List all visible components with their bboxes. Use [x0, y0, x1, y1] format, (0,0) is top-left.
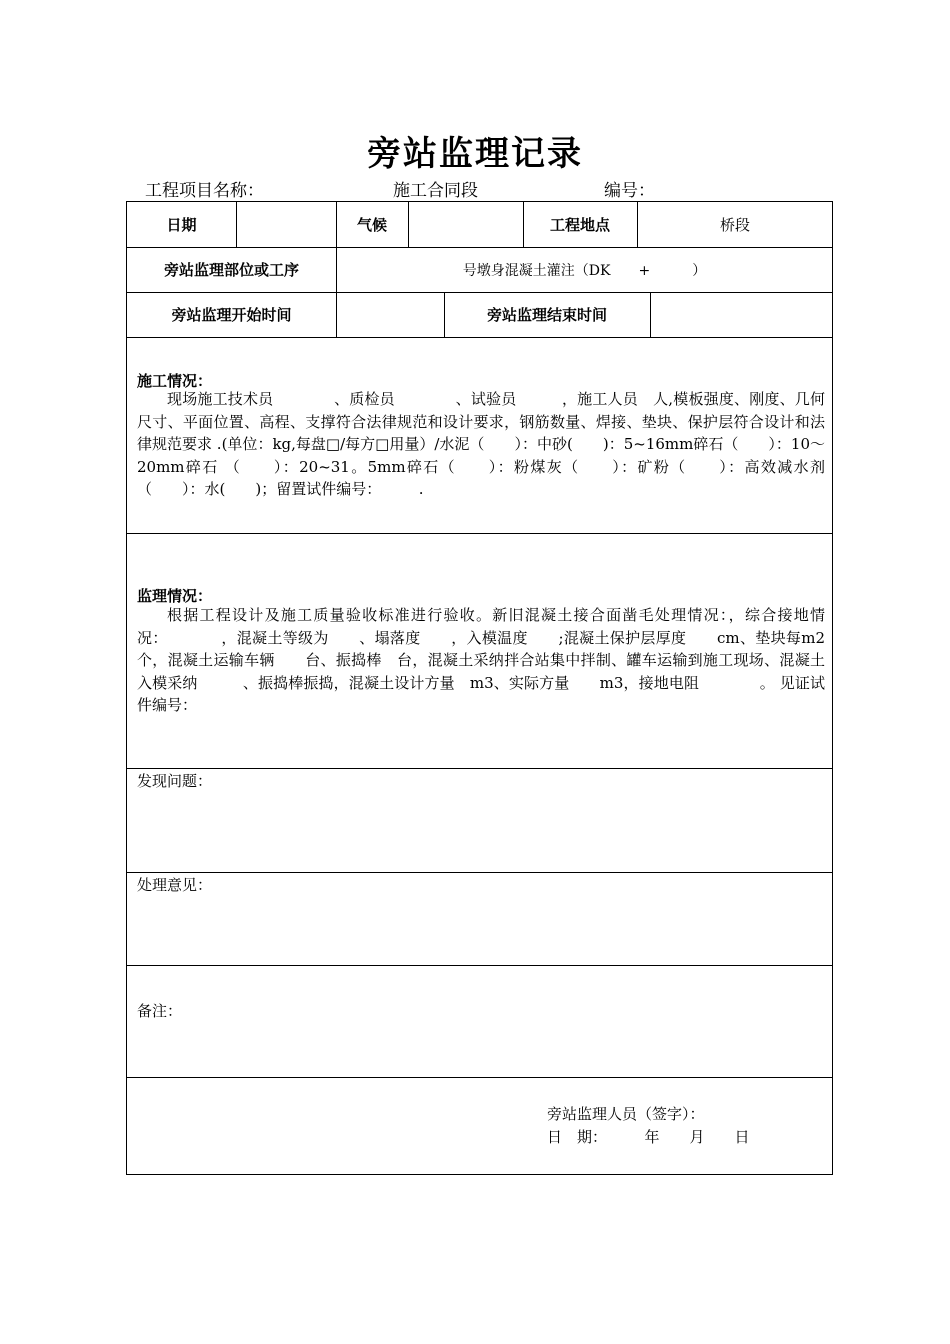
contract-section-label: 施工合同段 — [393, 181, 478, 201]
signature-date-label: 日 期： 年 月 日 — [547, 1128, 750, 1146]
row-divider — [127, 1077, 832, 1078]
supervision-body: 根据工程设计及施工质量验收标准进行验收。新旧混凝土接合面凿毛处理情况：，综合接地情况： ，混凝土等级为 、塌落度 ，入模温度 ;混凝土保护层厚度 cm、垫块每m2 个，混凝土运输车辆 台、振捣棒 台，混凝土采纳拌合站集中拌制、罐车运输到施工现场、混凝土入模采纳 、振捣棒振捣，混凝土设计方量 m3、实际方量 m3，接地电阻 。 见证试件编号： — [137, 606, 856, 714]
page-title: 旁站监理记录 — [367, 134, 583, 174]
record-form — [126, 201, 856, 1175]
date-label: 日期 — [166, 216, 197, 234]
location-label: 工程地点 — [549, 216, 610, 234]
row-divider — [127, 768, 832, 769]
start-time-value[interactable] — [336, 292, 444, 337]
location-value[interactable]: 桥段 — [719, 216, 750, 234]
supervision-part-label: 旁站监理部位或工序 — [163, 261, 299, 279]
start-time-label: 旁站监理开始时间 — [171, 306, 292, 324]
handling-label: 处理意见： — [137, 876, 213, 894]
supervision-title: 监理情况： — [137, 587, 213, 605]
weather-label: 气候 — [356, 216, 387, 234]
remarks-label: 备注： — [137, 1002, 183, 1020]
serial-no-label: 编号： — [604, 181, 655, 201]
supervisor-signature-label: 旁站监理人员（签字）： — [547, 1105, 705, 1123]
row-divider — [127, 337, 832, 338]
row-divider — [127, 872, 832, 873]
row-divider — [127, 965, 832, 966]
row-divider — [127, 533, 832, 534]
weather-value[interactable] — [408, 202, 523, 247]
end-time-label: 旁站监理结束时间 — [486, 306, 607, 324]
construction-body: 现场施工技术员 、质检员 、试验员 ，施工人员 人,模板强度、刚度、几何尺寸、平面位置、高程、支撑符合法律规范和设计要求，钢筋数量、焊接、垫块、保护层符合设计和法律规范要求 .(单位：kg,每盘□/每方□用量）/水泥（ ）：中砂( )：5~16mm碎石（ ）：10～20mm碎石 （ ）：20~31。5mm碎石（ ）：粉煤灰（ ）：矿粉（ ）：高效减水剂 （ ）：水( )；留置试件编号： . — [137, 390, 825, 498]
construction-title: 施工情况： — [137, 372, 213, 390]
issues-label: 发现问题： — [137, 772, 213, 790]
date-value[interactable] — [236, 202, 336, 247]
supervision-part-value[interactable]: 号墩身混凝土灌注（DK + ） — [462, 262, 707, 279]
project-name-label: 工程项目名称： — [145, 181, 264, 201]
end-time-value[interactable] — [650, 292, 833, 337]
